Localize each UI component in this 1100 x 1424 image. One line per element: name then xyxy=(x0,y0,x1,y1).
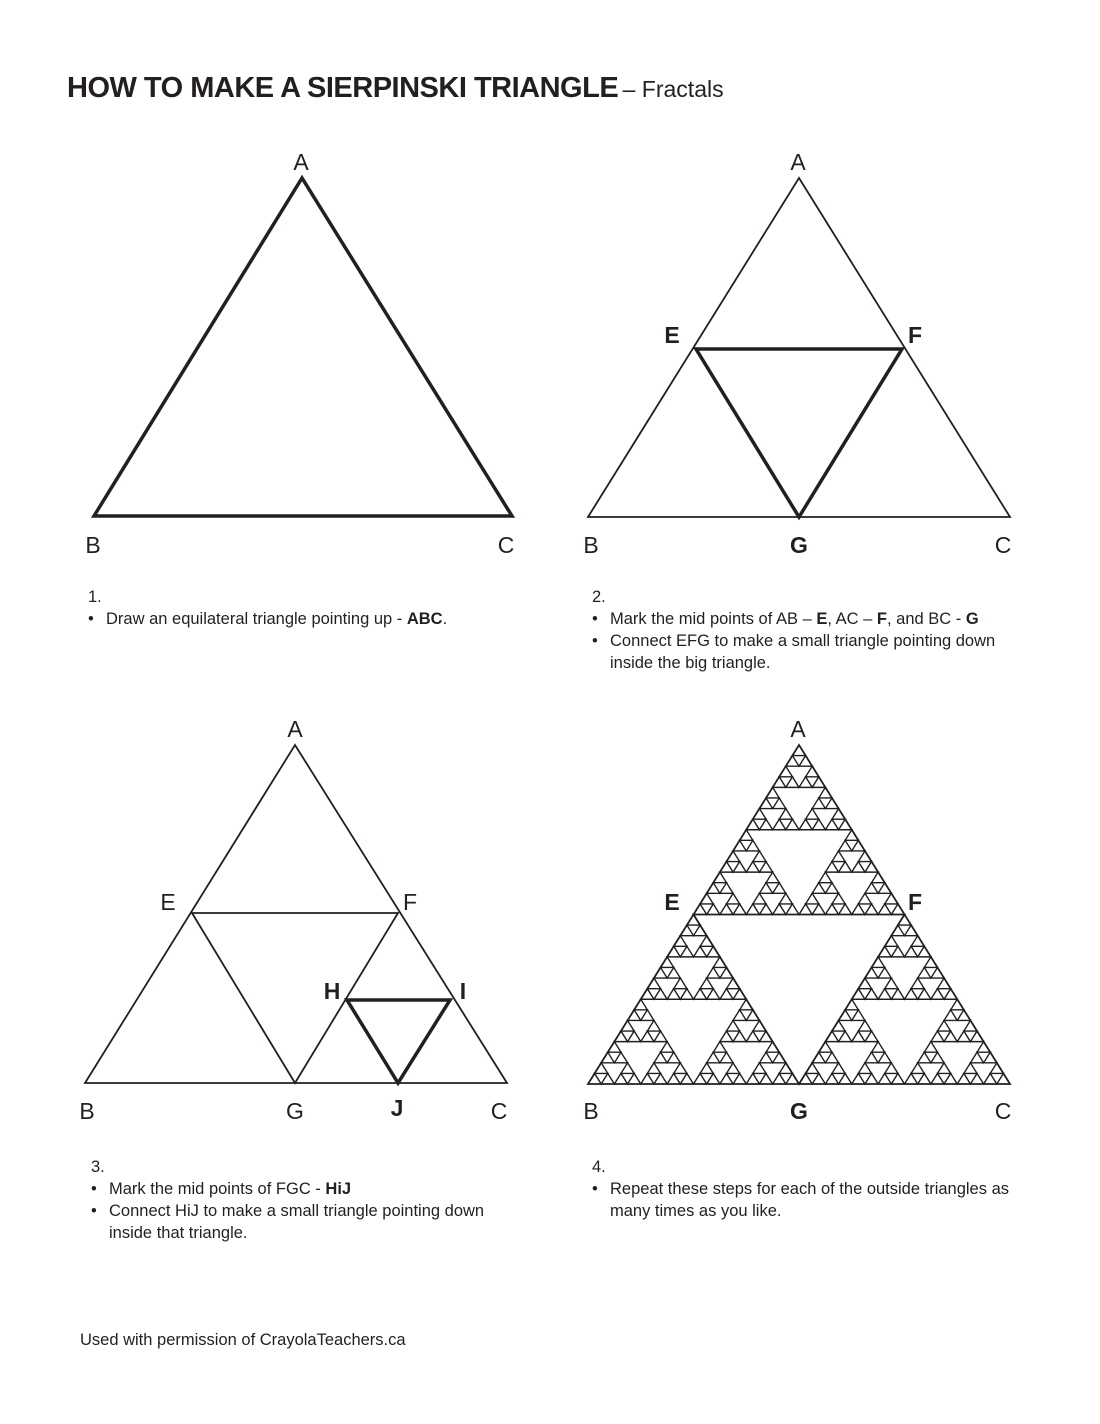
fractal-inverted-triangle xyxy=(700,946,713,957)
label-f: F xyxy=(402,889,418,915)
fractal-inverted-triangle xyxy=(700,1073,713,1084)
fractal-inverted-triangle xyxy=(924,1052,937,1063)
label-f: F xyxy=(907,889,923,915)
fractal-inverted-triangle xyxy=(819,883,832,894)
fractal-inverted-triangle xyxy=(911,946,924,957)
label-g: G xyxy=(790,1098,808,1124)
triangle-hij xyxy=(347,1000,450,1083)
triangle-abc xyxy=(85,745,507,1083)
fractal-inverted-triangle xyxy=(779,904,792,915)
fractal-inverted-triangle xyxy=(779,1073,792,1084)
triangle-efg xyxy=(192,913,398,1083)
fractal-inverted-triangle xyxy=(924,967,937,978)
fractal-inverted-triangle xyxy=(661,967,674,978)
label-a: A xyxy=(790,716,806,742)
fractal-inverted-triangle xyxy=(806,1073,819,1084)
label-f: F xyxy=(907,322,923,348)
label-e: E xyxy=(664,889,680,915)
fractal-inverted-triangle xyxy=(766,883,779,894)
label-g: G xyxy=(790,532,808,558)
fractal-inverted-triangle xyxy=(858,1031,871,1042)
step-number: 1. xyxy=(88,588,102,606)
fractal-inverted-triangle xyxy=(819,798,832,809)
step-number: 4. xyxy=(592,1158,606,1176)
label-a: A xyxy=(287,716,303,742)
fractal-inverted-triangle xyxy=(990,1073,1003,1084)
step-2 xyxy=(592,586,1022,674)
fractal-inverted-triangle xyxy=(674,989,687,1000)
step-bullet: • Connect EFG to make a small triangle pointing down inside the big triangle. xyxy=(592,630,1022,674)
fractal-inverted-triangle xyxy=(766,1052,779,1063)
fractal-inverted-triangle xyxy=(832,862,845,873)
fractal-inverted-triangle xyxy=(713,967,726,978)
step-bullet: • Repeat these steps for each of the outside triangles as many times as you like. xyxy=(592,1178,1012,1222)
step-bullet: • Draw an equilateral triangle pointing up - ABC. xyxy=(88,608,528,630)
label-e: E xyxy=(664,322,680,348)
label-c: C xyxy=(994,1098,1012,1124)
fractal-inverted-triangle xyxy=(687,925,700,936)
label-b: B xyxy=(583,532,599,558)
fractal-inverted-triangle xyxy=(819,1052,832,1063)
panel-2 xyxy=(583,149,1011,558)
fractal-inverted-triangle xyxy=(792,756,805,767)
sierpinski-fractal xyxy=(595,756,1004,1084)
panel-3 xyxy=(79,716,507,1124)
fractal-inverted-triangle xyxy=(713,1052,726,1063)
fractal-inverted-triangle xyxy=(806,819,819,830)
label-b: B xyxy=(583,1098,599,1124)
fractal-inverted-triangle xyxy=(885,946,898,957)
fractal-inverted-triangle xyxy=(753,862,766,873)
label-e: E xyxy=(160,889,176,915)
step-1 xyxy=(88,586,528,630)
fractal-inverted-triangle xyxy=(977,1052,990,1063)
fractal-inverted-triangle xyxy=(964,1073,977,1084)
fractal-inverted-triangle xyxy=(858,989,871,1000)
fractal-inverted-triangle xyxy=(621,1073,634,1084)
fractal-inverted-triangle xyxy=(911,989,924,1000)
fractal-inverted-triangle xyxy=(885,1073,898,1084)
fractal-inverted-triangle xyxy=(608,1052,621,1063)
fractal-inverted-triangle xyxy=(845,840,858,851)
panel-1 xyxy=(85,149,514,558)
fractal-inverted-triangle xyxy=(832,1073,845,1084)
triangle-abc xyxy=(94,178,512,516)
step-4 xyxy=(592,1156,1012,1222)
fractal-inverted-triangle xyxy=(937,989,950,1000)
step-bullet: • Connect HiJ to make a small triangle pointing down inside that triangle. xyxy=(91,1200,521,1244)
fractal-inverted-triangle xyxy=(634,1010,647,1021)
triangle-efg xyxy=(696,349,902,517)
fractal-inverted-triangle xyxy=(951,1010,964,1021)
fractal-inverted-triangle xyxy=(700,989,713,1000)
fractal-inverted-triangle xyxy=(832,1031,845,1042)
fractal-inverted-triangle xyxy=(621,1031,634,1042)
fractal-inverted-triangle xyxy=(806,777,819,788)
fractal-inverted-triangle xyxy=(713,883,726,894)
label-a: A xyxy=(293,149,309,175)
fractal-inverted-triangle xyxy=(753,1031,766,1042)
fractal-inverted-triangle xyxy=(753,904,766,915)
fractal-inverted-triangle xyxy=(740,840,753,851)
fractal-inverted-triangle xyxy=(845,1010,858,1021)
fractal-inverted-triangle xyxy=(898,925,911,936)
label-g: G xyxy=(286,1098,304,1124)
fractal-inverted-triangle xyxy=(858,862,871,873)
title-subtitle: – Fractals xyxy=(622,76,724,102)
fractal-inverted-triangle xyxy=(911,1073,924,1084)
step-3 xyxy=(91,1156,521,1244)
fractal-inverted-triangle xyxy=(872,1052,885,1063)
fractal-inverted-triangle xyxy=(832,819,845,830)
panel-4 xyxy=(583,716,1011,1124)
label-a: A xyxy=(790,149,806,175)
fractal-inverted-triangle xyxy=(858,1073,871,1084)
fractal-inverted-triangle xyxy=(885,904,898,915)
step-bullet: • Mark the mid points of AB – E, AC – F, and BC - G xyxy=(592,608,1022,630)
fractal-inverted-triangle xyxy=(872,967,885,978)
fractal-inverted-triangle xyxy=(806,904,819,915)
label-c: C xyxy=(497,532,515,558)
fractal-inverted-triangle xyxy=(726,1031,739,1042)
fractal-inverted-triangle xyxy=(937,1073,950,1084)
fractal-inverted-triangle xyxy=(779,819,792,830)
fractal-inverted-triangle xyxy=(964,1031,977,1042)
fractal-inverted-triangle xyxy=(674,1073,687,1084)
label-h: H xyxy=(323,978,341,1004)
fractal-inverted-triangle xyxy=(661,1052,674,1063)
fractal-inverted-triangle xyxy=(753,1073,766,1084)
fractal-inverted-triangle xyxy=(832,904,845,915)
fractal-inverted-triangle xyxy=(726,1073,739,1084)
fractal-inverted-triangle xyxy=(674,946,687,957)
fractal-inverted-triangle xyxy=(872,883,885,894)
label-b: B xyxy=(79,1098,95,1124)
fractal-inverted-triangle xyxy=(753,819,766,830)
fractal-inverted-triangle xyxy=(885,989,898,1000)
label-c: C xyxy=(994,532,1012,558)
fractal-inverted-triangle xyxy=(595,1073,608,1084)
step-bullet: • Mark the mid points of FGC - HiJ xyxy=(91,1178,521,1200)
title-main: HOW TO MAKE A SIERPINSKI TRIANGLE xyxy=(67,72,619,104)
step-number: 3. xyxy=(91,1158,105,1176)
fractal-inverted-triangle xyxy=(700,904,713,915)
fractal-inverted-triangle xyxy=(740,1010,753,1021)
fractal-inverted-triangle xyxy=(937,1031,950,1042)
label-b: B xyxy=(85,532,101,558)
fractal-inverted-triangle xyxy=(647,1073,660,1084)
label-i: I xyxy=(459,978,467,1004)
fractal-inverted-triangle xyxy=(726,904,739,915)
fractal-inverted-triangle xyxy=(726,862,739,873)
fractal-inverted-triangle xyxy=(647,1031,660,1042)
fractal-inverted-triangle xyxy=(779,777,792,788)
fractal-inverted-triangle xyxy=(766,798,779,809)
credit-text: Used with permission of CrayolaTeachers.ca xyxy=(80,1331,406,1349)
fractal-inverted-triangle xyxy=(647,989,660,1000)
fractal-inverted-triangle xyxy=(726,989,739,1000)
label-j: J xyxy=(390,1095,404,1121)
label-c: C xyxy=(490,1098,508,1124)
fractal-inverted-triangle xyxy=(858,904,871,915)
step-number: 2. xyxy=(592,588,606,606)
